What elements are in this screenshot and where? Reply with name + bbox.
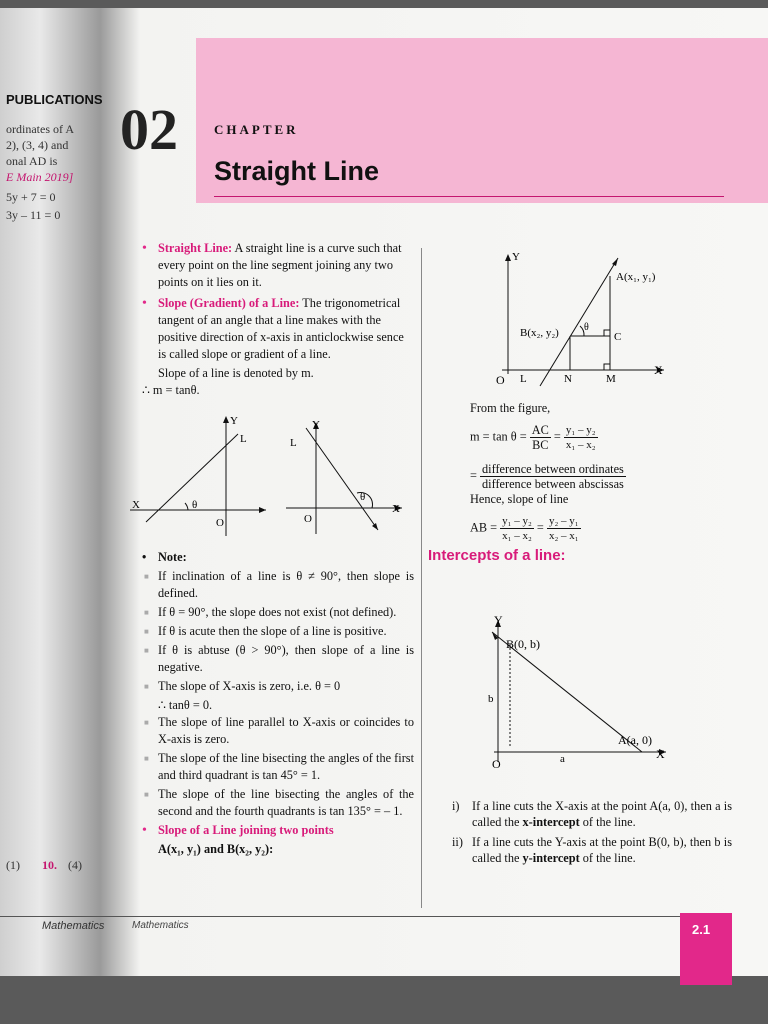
straight-line-definition: • Straight Line: A straight line is a curve such that every point on the line segment joining any two points on it lies on it. xyxy=(142,240,414,291)
theta-label: θ xyxy=(584,322,589,333)
point-m-label: M xyxy=(606,373,616,385)
note-item: ■ The slope of line parallel to X-axis or coincides to X-axis is zero. xyxy=(142,714,414,748)
facing-question-number: 10. xyxy=(42,858,57,872)
y-axis-label: Y xyxy=(312,419,320,431)
column-divider xyxy=(421,248,422,908)
note-item: ■ The slope of X-axis is zero, i.e. θ = 0 xyxy=(142,678,414,695)
facing-ref: (1) xyxy=(6,858,20,872)
publisher-header: PUBLICATIONS xyxy=(6,92,103,107)
intercepts-heading: Intercepts of a line: xyxy=(428,547,566,564)
note-item: ■ The slope of the line bisecting the angles of the second and the fourth quadrants is tan 135° = – 1. xyxy=(142,786,414,820)
point-l-label: L xyxy=(520,373,527,385)
intercept-definitions xyxy=(448,798,732,866)
point-a-label: A(a, 0) xyxy=(618,733,652,747)
chapter-number: 02 xyxy=(120,97,178,162)
negative-slope-figure xyxy=(282,416,406,536)
x-axis-label: X xyxy=(132,499,140,511)
footer-rule xyxy=(0,916,710,917)
right-column xyxy=(428,400,738,564)
point-c-label: C xyxy=(614,331,622,343)
y-axis-label: Y xyxy=(494,613,503,627)
two-point-slope-heading: • Slope of a Line joining two points xyxy=(142,822,414,839)
left-column xyxy=(142,240,414,858)
facing-line: E Main 2019] xyxy=(6,170,74,184)
x-intercept-definition: i) If a line cuts the X-axis at the point A(a, 0), then a is called the x-intercept of the line. xyxy=(452,799,732,829)
facing-answer: (4) xyxy=(68,858,82,872)
ab-slope-equation: AB = $\frac{\text{y₁ – y₂}}{\text{x₁ – x₂}}$ = $\frac{\text{y₂ – y₁}}{\text{x₂ – x₁}}$ xyxy=(470,515,579,542)
origin-label: O xyxy=(492,757,501,771)
from-figure: From the figure, xyxy=(470,401,551,415)
hence-text: Hence, slope of line xyxy=(470,492,569,506)
point-a-label: A(x₁, y₁) xyxy=(616,271,656,283)
theta-label: θ xyxy=(360,491,366,503)
note-item: ■ If θ is acute then the slope of a line is positive. xyxy=(142,623,414,640)
x-axis-label: X xyxy=(656,747,665,761)
title-rule xyxy=(214,196,724,197)
slope-denoted: Slope of a line is denoted by m. xyxy=(158,366,314,380)
y-axis-label: Y xyxy=(512,251,520,263)
facing-line: onal AD is xyxy=(6,154,58,168)
slope-equation: m = tan θ = $\frac{AC}{BC}$ = $\frac{\text{y₁ – y₂}}{\text{x₁ – x₂}}$ xyxy=(470,423,596,452)
x-axis-label: X xyxy=(392,503,400,515)
point-n-label: N xyxy=(564,373,572,385)
note-title: • Note: xyxy=(142,549,414,566)
facing-line: 2), (3, 4) and xyxy=(6,138,69,152)
x-axis-label: X xyxy=(654,363,663,377)
note-item: ■ If θ is abtuse (θ > 90°), then slope of a line is negative. xyxy=(142,642,414,676)
footer-subject: Mathematics xyxy=(132,920,189,931)
footer-subject-left: Mathematics xyxy=(42,920,105,932)
y-axis-label: Y xyxy=(230,415,238,427)
chapter-label: CHAPTER xyxy=(214,122,299,137)
origin-label: O xyxy=(216,517,224,529)
two-points: A(x₁, y₁) and B(x₂, y₂): xyxy=(158,842,274,856)
y-intercept-definition: ii) If a line cuts the Y-axis at the point B(0, b), then b is called the y-intercept of the line. xyxy=(452,835,732,865)
two-point-figure xyxy=(488,248,678,388)
a-intercept-label: a xyxy=(560,753,565,765)
facing-line: 3y – 11 = 0 xyxy=(6,208,61,222)
note-item: ■ If inclination of a line is θ ≠ 90°, then slope is defined. xyxy=(142,568,414,602)
slope-definition: • Slope (Gradient) of a Line: The trigonometrical tangent of an angle that a line makes with the positive direction of x-axis in anticlockwise sence is called slope or gradient of a line. xyxy=(142,295,414,363)
facing-line: ordinates of A xyxy=(6,122,74,136)
book-page xyxy=(0,8,768,976)
facing-line: 5y + 7 = 0 xyxy=(6,190,56,204)
intercepts-figure xyxy=(480,612,680,772)
origin-label: O xyxy=(496,373,505,387)
slope-formula: ∴ m = tanθ. xyxy=(142,383,200,397)
b-intercept-label: b xyxy=(488,693,494,705)
point-b-label: B(0, b) xyxy=(506,637,540,651)
positive-slope-figure xyxy=(126,410,270,538)
note-item: ■ The slope of the line bisecting the angles of the first and third quadrant is tan 45° = 1. xyxy=(142,750,414,784)
tan-zero: ∴ tanθ = 0. xyxy=(158,698,213,712)
difference-equation: = $\frac{\text{difference between ordinates}}{\text{difference between abscissas}}$ xyxy=(470,462,624,491)
line-label: L xyxy=(240,433,247,445)
line-label: L xyxy=(290,437,297,449)
page-number: 2.1 xyxy=(692,922,711,937)
origin-label: O xyxy=(304,513,312,525)
theta-label: θ xyxy=(192,499,198,511)
point-b-label: B(x₂, y₂) xyxy=(520,327,559,339)
chapter-title: Straight Line xyxy=(214,156,380,186)
note-item: ■ If θ = 90°, the slope does not exist (not defined). xyxy=(142,604,414,621)
